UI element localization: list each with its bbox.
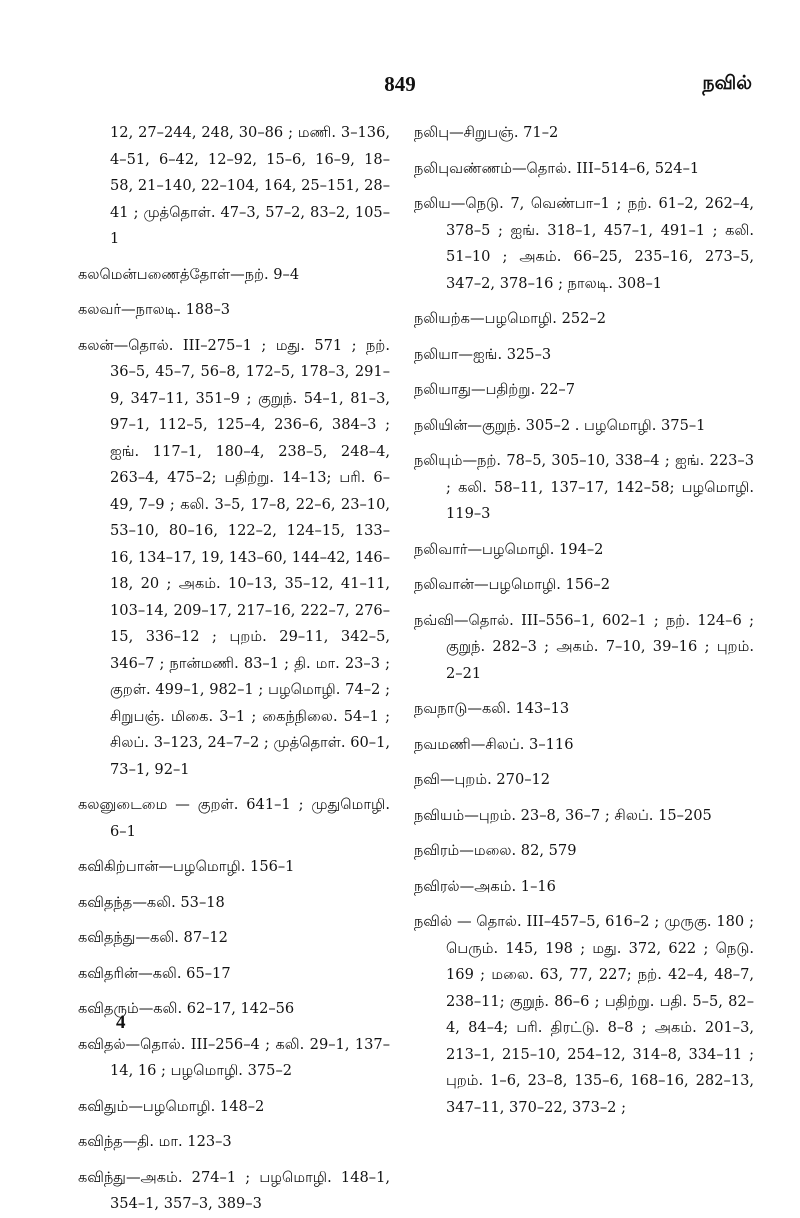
index-entry: நலிய—நெடு. 7, வெண்பா–1 ; நற். 61–2, 262–4, 378–5 ; ஐங். 318–1, 457–1, 491–1 ; கலி. 51–10 ; அகம். 66–25, 235–16, 273–5, 347–2, 378–16 ; நாலடி. 308–1 xyxy=(414,195,754,292)
index-entry: நலியற்க—பழமொழி. 252–2 xyxy=(414,310,607,327)
index-entry: நலியின்—குறுந். 305–2 . பழமொழி. 375–1 xyxy=(414,416,706,434)
index-entry: கவிகிற்பான்—பழமொழி. 156–1 xyxy=(78,858,295,875)
index-entry: நலியா—ஐங். 325–3 xyxy=(414,345,552,363)
signature-mark: 4 xyxy=(116,1012,126,1033)
index-entry: நவில் — தொல். III–457–5, 616–2 ; முருகு. 180 ; பெரும். 145, 198 ; மது. 372, 622 ; நெடு. 169 ; மலை. 63, 77, 227; நற். 42–4, 48–7, 238–11; குறுந். 86–6 ; பதிற்று. பதி. 5–5, 82–4, 84–4; பரி. திரட்டு. 8–8 ; அகம். 201–3, 213–1, 215–10, 254–12, 314–8, 334–11 ; புறம். 1–6, 23–8, 135–6, 168–16, 282–13, 347–11, 370–22, 373–2 ; xyxy=(414,913,754,1116)
index-entry: கவிந்து—அகம். 274–1 ; பழமொழி. 148–1, 354–1, 357–3, 389–3 xyxy=(78,1168,390,1212)
index-entry: நவமணி—சிலப். 3–116 xyxy=(414,735,574,753)
index-entry: கலவர்—நாலடி. 188–3 xyxy=(78,301,231,318)
index-entry: நலியாது—பதிற்று. 22–7 xyxy=(414,381,575,398)
index-entry: நலிபுவண்ணம்—தொல். III–514–6, 524–1 xyxy=(414,159,700,177)
index-entry: நலிவார்—பழமொழி. 194–2 xyxy=(414,540,604,558)
index-entry: கவிதரும்—கலி. 62–17, 142–56 xyxy=(78,1000,295,1017)
index-entry: கவிதும்—பழமொழி. 148–2 xyxy=(78,1097,265,1115)
index-entry: கலன்—தொல். III–275–1 ; மது. 571 ; நற். 36–5, 45–7, 56–8, 172–5, 178–3, 291–9, 347–11, 351–9 ; குறுந். 54–1, 81–3, 97–1, 112–5, 125–4, 236–6, 384–3 ; ஐங். 117–1, 180–4, 238–5, 248–4, 263–4, 475–2; பதிற்று. 14–13; பரி. 6–49, 7–9 ; கலி. 3–5, 17–8, 22–6, 23–10, 53–10, 80–16, 122–2, 124–15, 133–16, 134–17, 19, 143–60, 144–42, 146–18, 20 ; அகம். 10–13, 35–12, 41–11, 103–14, 209–17, 217–16, 222–7, 276–15, 336–12 ; புறம். 29–11, 342–5, 346–7 ; நான்மணி. 83–1 ; தி. மா. 23–3 ; குறள். 499–1, 982–1 ; பழமொழி. 74–2 ; சிறுபஞ். மிகை. 3–1 ; கைந்நிலை. 54–1 ; சிலப். 3–123, 24–7–2 ; முத்தொள். 60–1, 73–1, 92–1 xyxy=(78,336,390,778)
index-entry: நலிபு—சிறுபஞ். 71–2 xyxy=(414,124,559,141)
index-entry: கலனுடைமை — குறள். 641–1 ; முதுமொழி. 6–1 xyxy=(78,796,390,840)
running-head: நவில் xyxy=(702,72,752,94)
index-entry: கவிதந்த—கலி. 53–18 xyxy=(78,893,225,911)
index-entry: கலமென்பணைத்தோள்—நற். 9–4 xyxy=(78,265,300,283)
index-entry: கவிதல்—தொல். III–256–4 ; கலி. 29–1, 137–14, 16 ; பழமொழி. 375–2 xyxy=(78,1035,390,1079)
index-entry: நலியும்—நற். 78–5, 305–10, 338–4 ; ஐங். 223–3 ; கலி. 58–11, 137–17, 142–58; பழமொழி. 119–3 xyxy=(414,452,754,522)
index-entry: கவிந்த—தி. மா. 123–3 xyxy=(78,1133,232,1150)
index-entry: நவ்வி—தொல். III–556–1, 602–1 ; நற். 124–6 ; குறுந். 282–3 ; அகம். 7–10, 39–16 ; புறம். 2–21 xyxy=(414,611,754,682)
index-entry: நலிவான்—பழமொழி. 156–2 xyxy=(414,576,610,593)
index-entry: நவியம்—புறம். 23–8, 36–7 ; சிலப். 15–205 xyxy=(414,806,712,824)
index-entry: நவிரம்—மலை. 82, 579 xyxy=(414,842,577,859)
index-entry: நவி—புறம். 270–12 xyxy=(414,771,551,788)
index-entry: நவிரல்—அகம். 1–16 xyxy=(414,877,556,895)
index-entry: கவிதந்து—கலி. 87–12 xyxy=(78,929,228,946)
page-number: 849 xyxy=(384,72,416,96)
index-entry: 12, 27–244, 248, 30–86 ; மணி. 3–136, 4–51, 6–42, 12–92, 15–6, 16–9, 18–58, 21–140, 22–104, 164, 25–151, 28–41 ; முத்தொள். 47–3, 57–2, 83–2, 105–1 xyxy=(110,124,390,247)
index-entry: நவநாடு—கலி. 143–13 xyxy=(414,700,570,717)
index-entry: கவிதரின்—கலி. 65–17 xyxy=(78,964,231,982)
right-column xyxy=(414,120,754,1116)
left-column xyxy=(78,120,390,1212)
